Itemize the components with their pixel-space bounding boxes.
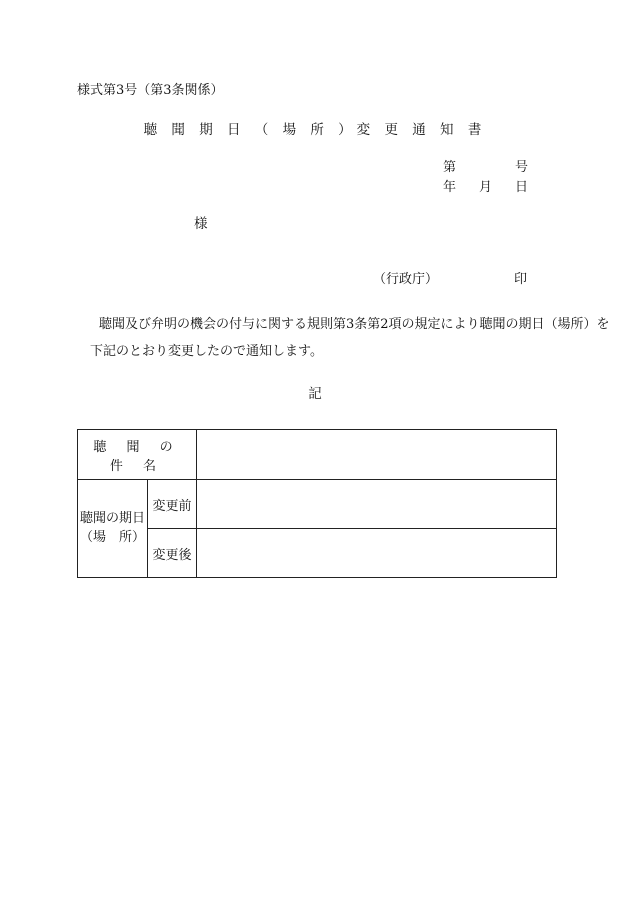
hearing-date-label-line-1: 聴聞の期日: [79, 510, 145, 526]
date-year-label: 年: [443, 180, 457, 195]
hearing-date-label-line-2: （場 所）: [79, 529, 145, 545]
seal-mark: 印: [514, 272, 528, 287]
after-change-value: [197, 529, 557, 578]
addressee-honorific: 様: [194, 216, 208, 232]
ki-heading: 記: [308, 386, 322, 402]
form-number-label: 様式第3号（第3条関係）: [77, 83, 224, 98]
before-change-value: [197, 480, 557, 529]
case-name-label: 聴 聞 の 件 名: [78, 430, 197, 480]
after-change-row: [78, 529, 557, 578]
document-number-suffix: 号: [515, 160, 529, 175]
body-text-line-1: 聴聞及び弁明の機会の付与に関する規則第3条第2項の規定により聴聞の期日（場所）を: [99, 317, 610, 332]
document-number-prefix: 第: [443, 160, 457, 175]
details-table: [77, 429, 557, 578]
before-change-row: [78, 480, 557, 529]
date-day-label: 日: [515, 180, 529, 195]
sender-agency: （行政庁）: [373, 272, 439, 287]
date-month-label: 月: [479, 180, 493, 195]
case-name-row: [78, 430, 557, 480]
after-change-label: 変更後: [148, 529, 197, 578]
body-text-line-2: 下記のとおり変更したので通知します。: [90, 344, 323, 359]
case-name-value: [197, 430, 557, 480]
document-title: 聴 聞 期 日 （ 場 所 ）変 更 通 知 書: [143, 122, 487, 138]
hearing-date-label: [78, 480, 148, 578]
before-change-label: 変更前: [148, 480, 197, 529]
